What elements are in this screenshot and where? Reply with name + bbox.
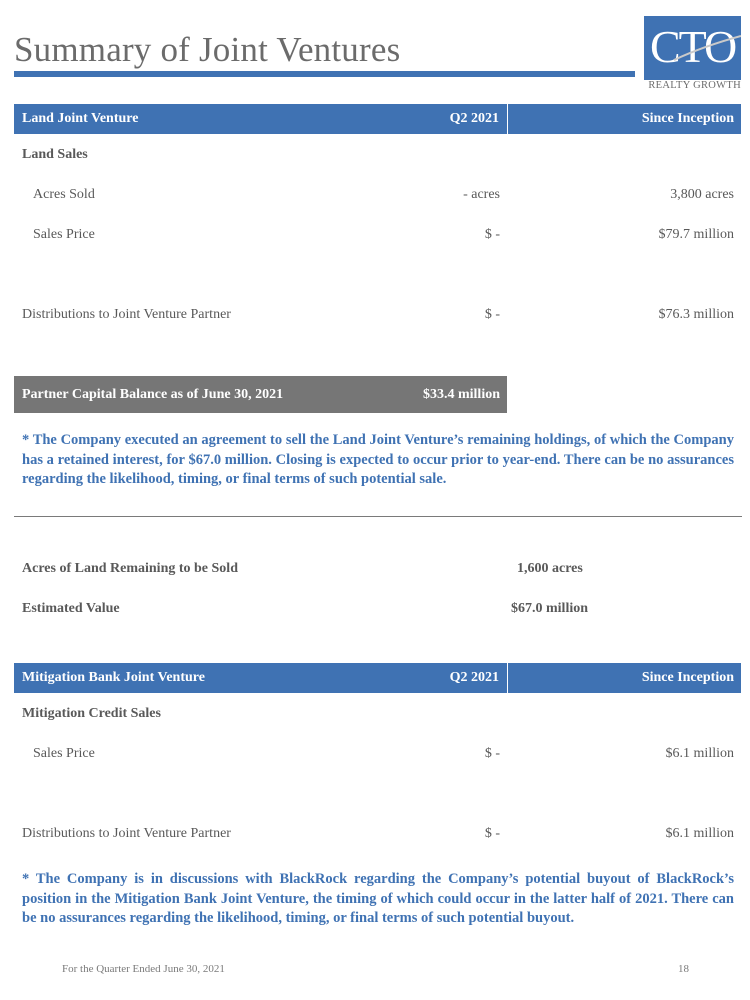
mitigation-jv-header-q2: Q2 2021 [449,670,499,685]
section-divider [14,516,742,517]
estimated-value: $67.0 million [511,601,589,616]
sales-price-inception: $79.7 million [658,227,734,242]
land-sales-label: Land Sales [22,147,88,162]
mitigation-sales-price-label: Sales Price [33,746,95,761]
land-jv-header-q2: Q2 2021 [449,111,499,126]
mitigation-distributions-q2: $ - [484,826,500,841]
company-logo [644,16,741,80]
distributions-q2: $ - [484,307,500,322]
logo-tagline: REALTY GROWTH [648,80,741,91]
acres-remaining-value: 1,600 acres [517,561,583,576]
title-underline [14,71,635,77]
mitigation-sales-price-inception: $6.1 million [665,746,734,761]
logo-text: CTO [650,21,736,72]
land-jv-header-name: Land Joint Venture [22,111,139,126]
partner-capital-label: Partner Capital Balance as of June 30, 2021 [22,387,284,402]
distributions-inception: $76.3 million [658,307,734,322]
sales-price-label: Sales Price [33,227,95,242]
land-jv-note: * The Company executed an agreement to sell the Land Joint Venture’s remaining holdings, of which the Company has a retained interest, for $67.0 million. Closing is expected to occur prior to year-end. There can be no assurances regarding the likelihood, timing, or final terms of such potential sale. [22,432,734,487]
acres-sold-inception: 3,800 acres [670,187,734,202]
footer-text: For the Quarter Ended June 30, 2021 [62,963,225,975]
header-divider [507,663,508,693]
land-jv-header-inception: Since Inception [641,111,734,126]
land-jv-table-header [14,104,741,134]
mitigation-jv-note: * The Company is in discussions with BlackRock regarding the Company’s potential buyout of BlackRock’s position in the Mitigation Bank Joint Venture, the timing of which could occur in the latter half of 2021. There can be no assurances regarding the likelihood, timing, or final terms of such potential buyout. [22,871,734,926]
mitigation-jv-header-inception: Since Inception [641,670,734,685]
logo-swoosh-icon [644,16,741,80]
acres-sold-label: Acres Sold [33,187,95,202]
header-divider [507,104,508,134]
acres-sold-q2: - acres [463,187,500,202]
sales-price-q2: $ - [484,227,500,242]
acres-remaining-label: Acres of Land Remaining to be Sold [22,561,238,576]
mitigation-sales-price-q2: $ - [484,746,500,761]
mitigation-credit-sales-label: Mitigation Credit Sales [22,706,161,721]
mitigation-distributions-label: Distributions to Joint Venture Partner [22,826,231,841]
distributions-label: Distributions to Joint Venture Partner [22,307,231,322]
partner-capital-value: $33.4 million [422,387,500,402]
mitigation-jv-header-name: Mitigation Bank Joint Venture [22,670,205,685]
mitigation-jv-table-header [14,663,741,693]
mitigation-distributions-inception: $6.1 million [665,826,734,841]
page-number: 18 [678,963,689,975]
estimated-value-label: Estimated Value [22,601,120,616]
partner-capital-bar [14,376,507,413]
page-title: Summary of Joint Ventures [14,30,401,69]
